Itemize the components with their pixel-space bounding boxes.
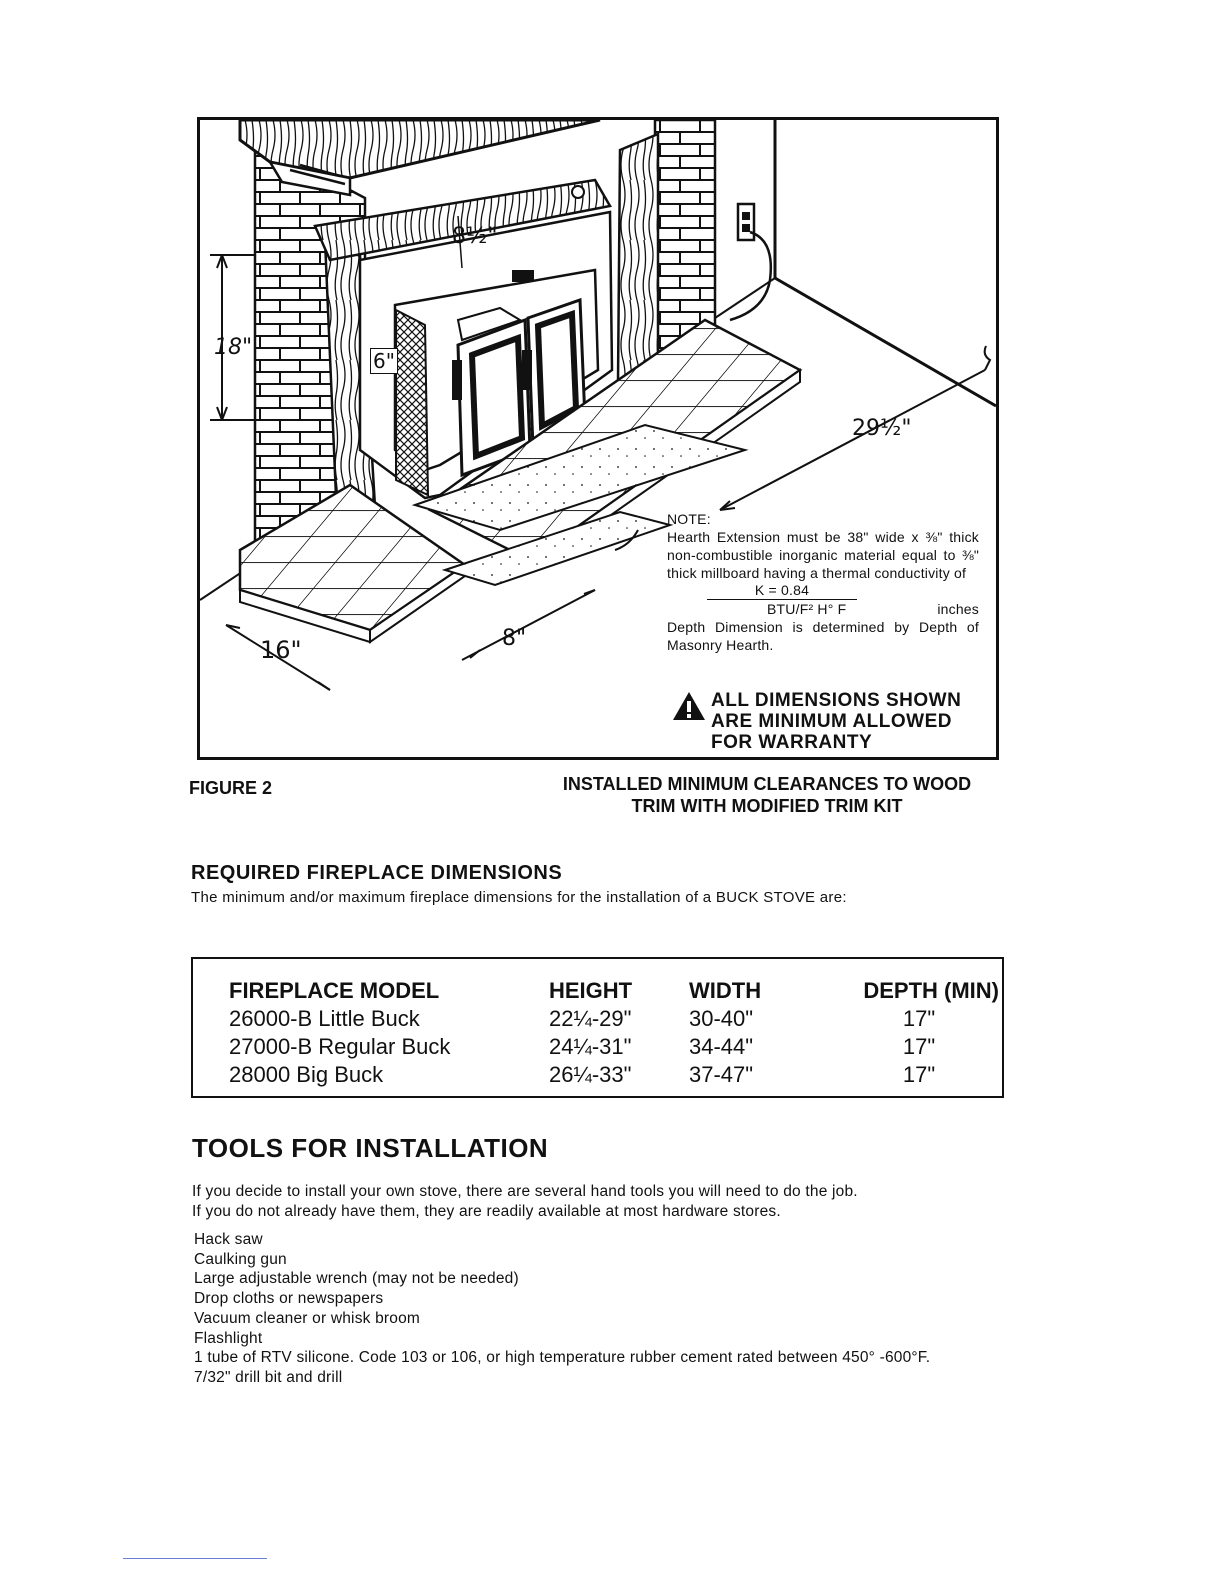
warranty-warning bbox=[671, 690, 991, 753]
cell-depth: 17" bbox=[902, 1062, 936, 1087]
figure-label: FIGURE 2 bbox=[189, 778, 273, 798]
depth-note: Depth Dimension is determined by Depth of Masonry Hearth. bbox=[667, 619, 979, 653]
header-height: HEIGHT bbox=[549, 978, 633, 1003]
note-text: Hearth Extension must be 38" wide x ⅜" thick non-combustible inorganic material equal to ⅜" thick millboard having a thermal conductivity of bbox=[667, 529, 979, 581]
tools-list bbox=[194, 1230, 1024, 1388]
cell-width: 34-44" bbox=[689, 1034, 754, 1059]
cell-width: 30-40" bbox=[689, 1006, 754, 1031]
header-depth: DEPTH (MIN) bbox=[863, 978, 999, 1003]
tools-intro-line-1: If you decide to install your own stove, there are several hand tools you will need to do the job. bbox=[192, 1183, 858, 1200]
warning-line-3: FOR WARRANTY bbox=[711, 732, 873, 753]
list-item: 7/32" drill bit and drill bbox=[194, 1368, 343, 1386]
k-value: K = 0.84 bbox=[707, 582, 857, 600]
warning-line-1: ALL DIMENSIONS SHOWN bbox=[711, 690, 962, 711]
header-model: FIREPLACE MODEL bbox=[229, 978, 440, 1003]
cell-height: 24¼-31" bbox=[549, 1034, 632, 1059]
table-header-row bbox=[229, 977, 999, 1005]
figure-2-illustration bbox=[197, 117, 999, 760]
cell-width: 37-47" bbox=[689, 1062, 754, 1087]
footnote-rule bbox=[123, 1558, 267, 1559]
tools-heading: TOOLS FOR INSTALLATION bbox=[192, 1133, 549, 1163]
cell-model: 28000 Big Buck bbox=[229, 1062, 384, 1087]
dimension-8-inch: 8" bbox=[502, 626, 527, 651]
dimension-8-half-inch: 8½" bbox=[452, 224, 498, 249]
list-item: Flashlight bbox=[194, 1329, 263, 1347]
cell-depth: 17" bbox=[902, 1006, 936, 1031]
dimension-16-inch: 16" bbox=[260, 636, 302, 664]
caption-line-2: TRIM WITH MODIFIED TRIM KIT bbox=[631, 796, 903, 816]
required-dimensions-heading: REQUIRED FIREPLACE DIMENSIONS bbox=[191, 862, 563, 884]
table-row bbox=[229, 1033, 999, 1061]
tools-intro-line-2: If you do not already have them, they are readily available at most hardware stores. bbox=[192, 1203, 781, 1220]
units-right: inches bbox=[937, 601, 979, 617]
warning-triangle-icon bbox=[671, 690, 707, 722]
dimension-6-inch: 6" bbox=[370, 348, 398, 374]
fireplace-dimensions-table bbox=[229, 977, 999, 1089]
table-row bbox=[229, 1061, 999, 1089]
cell-height: 26¼-33" bbox=[549, 1062, 632, 1087]
hearth-note bbox=[667, 510, 979, 654]
fireplace-dimensions-table-box bbox=[191, 957, 1004, 1098]
warning-line-2: ARE MINIMUM ALLOWED bbox=[711, 711, 952, 732]
cell-model: 27000-B Regular Buck bbox=[229, 1034, 451, 1059]
header-width: WIDTH bbox=[689, 978, 762, 1003]
units-left: BTU/F² H° F bbox=[767, 601, 847, 617]
cell-height: 22¼-29" bbox=[549, 1006, 632, 1031]
list-item: 1 tube of RTV silicone. Code 103 or 106, or high temperature rubber cement rated between 450° -600°F. bbox=[194, 1349, 931, 1367]
dimension-29-half-inch: 29½" bbox=[852, 416, 912, 441]
note-heading: NOTE: bbox=[667, 511, 711, 527]
units-row bbox=[667, 600, 979, 618]
list-item: Caulking gun bbox=[194, 1250, 287, 1268]
cell-model: 26000-B Little Buck bbox=[229, 1006, 420, 1031]
list-item: Vacuum cleaner or whisk broom bbox=[194, 1309, 421, 1327]
table-row bbox=[229, 1005, 999, 1033]
list-item: Drop cloths or newspapers bbox=[194, 1290, 384, 1308]
caption-line-1: INSTALLED MINIMUM CLEARANCES TO WOOD bbox=[562, 774, 972, 794]
tools-intro bbox=[192, 1182, 1012, 1222]
list-item: Large adjustable wrench (may not be needed) bbox=[194, 1270, 519, 1288]
required-dimensions-intro: The minimum and/or maximum fireplace dimensions for the installation of a BUCK STOVE are: bbox=[191, 889, 847, 906]
list-item: Hack saw bbox=[194, 1231, 263, 1248]
dimension-18-inch: 18" bbox=[214, 335, 253, 360]
figure-caption bbox=[530, 773, 1004, 817]
cell-depth: 17" bbox=[902, 1034, 936, 1059]
